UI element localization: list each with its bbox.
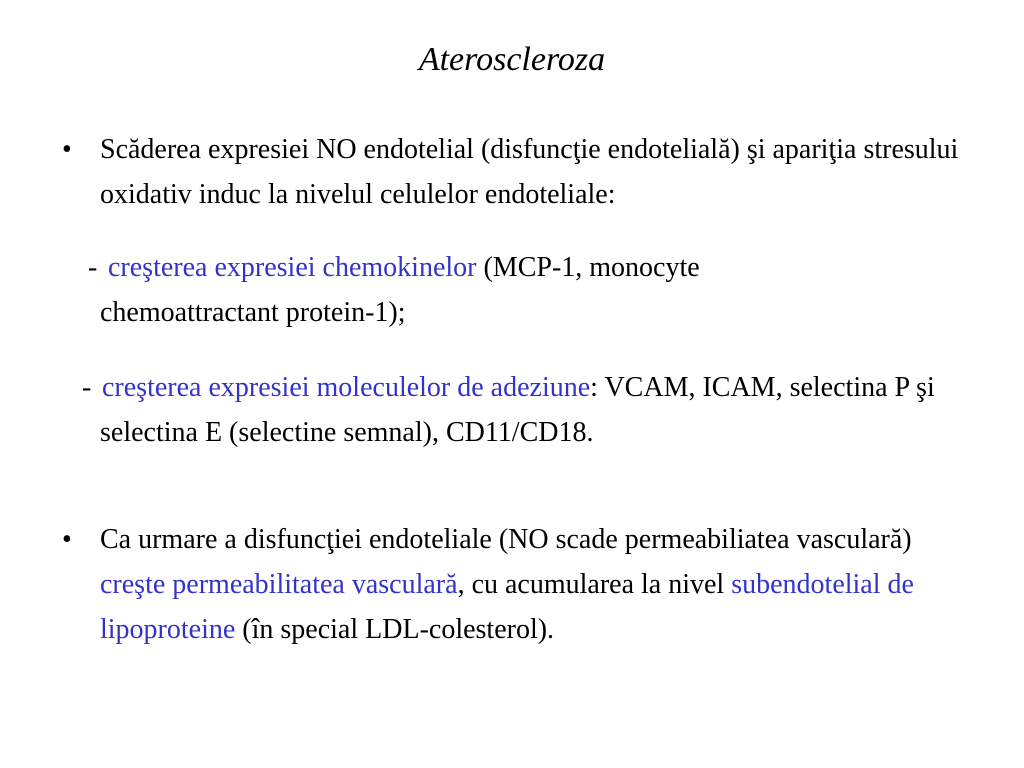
sub-item-2-rest: : VCAM, ICAM, selectina P şi selectina E (selectine semnal), CD11/CD18. (100, 372, 935, 448)
bullet-2-marker: • (62, 524, 72, 555)
sub-item-2 (100, 365, 970, 455)
bullet-2-text (100, 517, 980, 652)
bullet-2-part-3: (în special LDL-colesterol). (235, 614, 555, 645)
sub-item-2-highlight: creşterea expresiei moleculelor de adeziune (102, 372, 591, 403)
slide-title: Ateroscleroza (418, 41, 606, 78)
sub-item-1-dash: - (88, 252, 98, 283)
bullet-2-highlight-1: creşte permeabilitatea vasculară (100, 569, 458, 600)
sub-item-1-highlight: creşterea expresiei chemokinelor (108, 252, 477, 283)
bullet-2-highlight-2: subendotelial de lipoproteine (100, 569, 914, 645)
sub-item-1 (100, 245, 860, 335)
sub-item-2-dash: - (82, 372, 92, 403)
bullet-2-part-2: , cu acumularea la nivel (457, 569, 732, 600)
bullet-1-marker: • (62, 134, 72, 165)
bullet-1-text: Scăderea expresiei NO endotelial (disfuncţie endotelială) şi apariţia stresului oxidativ induc la nivelul celulelor endoteliale: (100, 134, 959, 210)
sub-item-1-rest: (MCP-1, monocyte chemoattractant protein-1); (100, 252, 700, 328)
bullet-2-part-1: Ca urmare a disfuncţiei endoteliale (NO scade permeabiliatea vasculară) (100, 524, 912, 555)
